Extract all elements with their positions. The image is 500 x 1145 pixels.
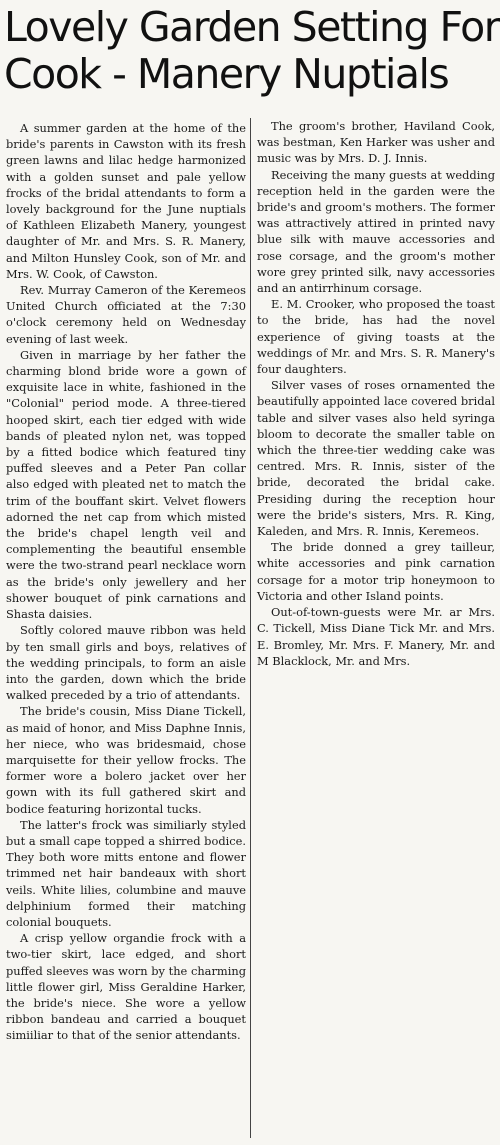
paragraph: Receiving the many guests at wedding reception held in the garden were the bride's and groom's mothers. The former was attractively attired in printed navy blue silk with mauve accessories and rose corsage, and the groom's mother wore grey printed silk, navy accessories and an antirrhinum corsage.	[257, 167, 495, 296]
headline-line-1: Lovely Garden Setting For	[4, 3, 500, 51]
headline-line-2: Cook - Manery Nuptials	[4, 50, 449, 98]
column-divider	[250, 118, 251, 1138]
paragraph: The bride's cousin, Miss Diane Tickell, as maid of honor, and Miss Daphne Innis, her niece, who was bridesmaid, chose marquisette for their yellow frocks. The former wore a bolero jacket over her gown with its full gathered skirt and bodice featuring horizontal tucks.	[6, 704, 246, 816]
paragraph: Rev. Murray Cameron of the Keremeos United Church officiated at the 7:30 o'clock ceremony held on Wednesday evening of last week.	[6, 283, 246, 346]
right-column	[257, 118, 495, 669]
paragraph: A summer garden at the home of the bride's parents in Cawston with its fresh green lawns and lilac hedge harmonized with a golden sunset and pale yellow frocks of the bridal attendants to form a lovely background for the June nuptials of Kathleen Elizabeth Manery, youngest daughter of Mr. and Mrs. S. R. Manery, and Milton Hunsley Cook, son of Mr. and Mrs. W. Cook, of Cawston.	[6, 121, 246, 281]
paragraph: Silver vases of roses ornamented the beautifully appointed lace covered bridal table and silver vases also held syringa bloom to decorate the smaller table on which the three-tier wedding cake was centred. Mrs. R. Innis, sister of the bride, decorated the bridal cake. Presiding during the reception hour were the bride's sisters, Mrs. R. King, Kaleden, and Mrs. R. Innis, Keremeos.	[257, 378, 495, 539]
paragraph: The latter's frock was similiarly styled but a small cape topped a shirred bodice. They both wore mitts entone and flower trimmed net hair bandeaux with short veils. White lilies, columbine and mauve delphinium formed their matching colonial bouquets.	[6, 817, 246, 929]
paragraph: A crisp yellow organdie frock with a two-tier skirt, lace edged, and short puffed sleeves was worn by the charming little flower girl, Miss Geraldine Harker, the bride's niece. She wore a yellow ribbon bandeau and carried a bouquet simiiliar to that of the senior attendants.	[6, 931, 246, 1043]
paragraph: The groom's brother, Haviland Cook, was bestman, Ken Harker was usher and music was by Mrs. D. J. Innis.	[257, 119, 495, 166]
paragraph: E. M. Crooker, who proposed the toast to the bride, has had the novel experience of giving toasts at the weddings of Mr. and Mrs. S. R. Manery's four daughters.	[257, 297, 495, 377]
paragraph: Given in marriage by her father the charming blond bride wore a gown of exquisite lace in white, fashioned in the "Colonial" period mode. A three-tiered hooped skirt, each tier edged with wide bands of pleated nylon net, was topped by a fitted bodice which featured tiny puffed sleeves and a Peter Pan collar also edged with pleated net to match the trim of the bouffant skirt. Velvet flowers adorned the net cap from which misted the bride's chapel length veil and complementing the beautiful ensemble were the two-strand pearl necklace worn as the bride's only jewellery and her shower bouquet of pink carnations and Shasta daisies.	[6, 347, 246, 622]
paragraph: Out-of-town-guests were Mr. ar Mrs. C. Tickell, Miss Diane Tick Mr. and Mrs. E. Bromley, Mr. Mrs. F. Manery, Mr. and M Blacklock, Mr. and Mrs.	[257, 605, 495, 668]
headline	[4, 3, 500, 98]
left-column	[6, 120, 246, 1044]
paragraph: The bride donned a grey tailleur, white accessories and pink carnation corsage for a motor trip honeymoon to Victoria and other Island points.	[257, 540, 495, 603]
paragraph: Softly colored mauve ribbon was held by ten small girls and boys, relatives of the wedding principals, to form an aisle into the garden, down which the bride walked preceded by a trio of attendants.	[6, 623, 246, 703]
